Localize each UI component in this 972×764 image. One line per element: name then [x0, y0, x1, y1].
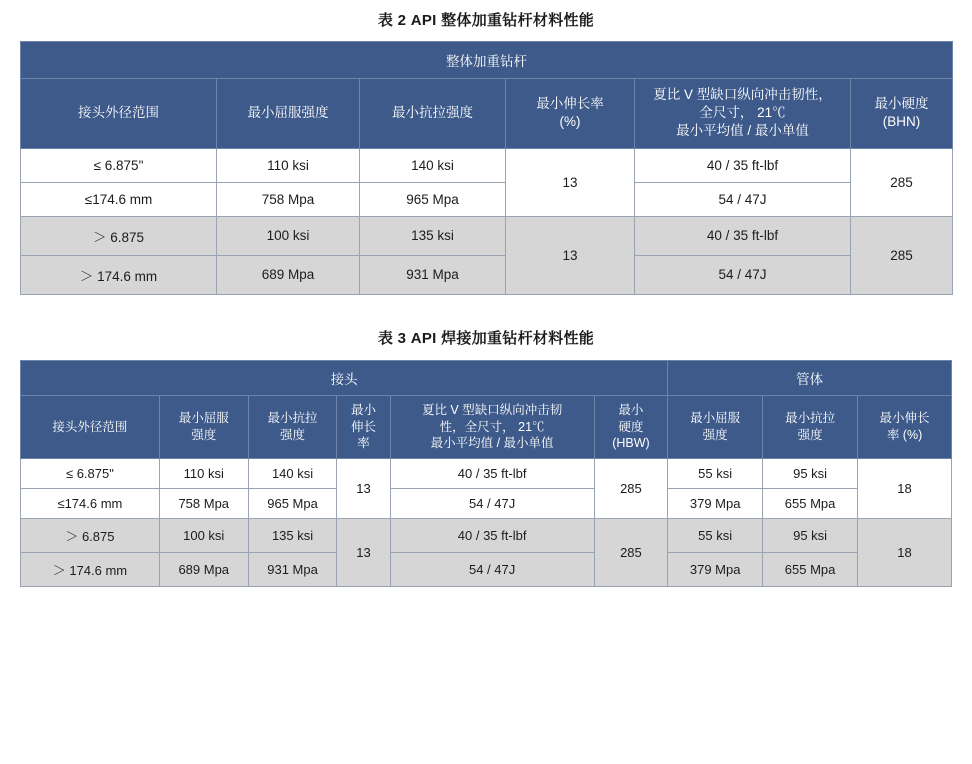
cell-hardness: 285: [594, 519, 668, 587]
header-line: 最小伸长率: [536, 96, 604, 112]
cell-yield: 689 Mpa: [217, 255, 360, 294]
table2-header-row: [21, 79, 953, 149]
header-line: 硬度: [618, 419, 644, 434]
table3-group-header-row: [21, 360, 952, 395]
table3: [20, 360, 952, 588]
cell-elongation: 13: [337, 459, 390, 519]
header-line: 强度: [702, 427, 728, 442]
cell-tensile: 135 ksi: [360, 216, 506, 255]
table2-col-tensile: [360, 79, 506, 149]
header-line: 最小抗拉: [267, 411, 318, 426]
header-line: 最小: [350, 402, 376, 417]
header-line: (HBW): [612, 436, 650, 451]
cell-charpy: 54 / 47J: [635, 182, 851, 216]
cell-od: ≤ 6.875": [21, 148, 217, 182]
table3-col-od: [21, 395, 160, 459]
cell-yield: 100 ksi: [217, 216, 360, 255]
table2-group-header-row: [21, 42, 953, 79]
header-line: 最小硬度: [874, 96, 929, 112]
cell-pipe-yield: 379 Mpa: [668, 489, 763, 519]
header-line: 全尺寸， 21℃: [699, 105, 786, 121]
header-line: 接头外径范围: [78, 105, 159, 121]
cell-charpy: 40 / 35 ft-lbf: [635, 216, 851, 255]
table2-title: 表 2 API 整体加重钻杆材料性能: [377, 12, 595, 29]
table2-group-header: 整体加重钻杆: [21, 42, 953, 79]
cell-pipe-tensile: 655 Mpa: [763, 489, 858, 519]
header-line: 最小抗拉: [785, 411, 836, 426]
cell-pipe-tensile: 95 ksi: [763, 519, 858, 553]
cell-od: ≤ 6.875": [21, 459, 160, 489]
table-row: [21, 182, 953, 216]
cell-charpy: 54 / 47J: [390, 489, 594, 519]
table-row: [21, 489, 952, 519]
cell-yield: 100 ksi: [159, 519, 248, 553]
header-line: 性，全尺寸， 21℃: [439, 419, 545, 434]
cell-charpy: 54 / 47J: [635, 255, 851, 294]
table2: [20, 41, 953, 295]
cell-yield: 689 Mpa: [159, 553, 248, 587]
cell-pipe-elongation: 18: [858, 519, 952, 587]
cell-od: ≤174.6 mm: [21, 489, 160, 519]
cell-od: ≤174.6 mm: [21, 182, 217, 216]
header-line: 强度: [280, 427, 306, 442]
cell-charpy: 40 / 35 ft-lbf: [635, 148, 851, 182]
cell-elongation: 13: [506, 216, 635, 294]
cell-tensile: 135 ksi: [248, 519, 337, 553]
header-line: 伸长: [350, 419, 376, 434]
table-row: [21, 459, 952, 489]
table2-col-elongation: [506, 79, 635, 149]
header-line: 强度: [797, 427, 823, 442]
table3-col-hardness: [594, 395, 668, 459]
cell-od: ＞ 6.875: [21, 519, 160, 553]
cell-charpy: 40 / 35 ft-lbf: [390, 519, 594, 553]
header-line: 最小抗拉强度: [392, 105, 473, 121]
cell-yield: 758 Mpa: [159, 489, 248, 519]
cell-yield: 758 Mpa: [217, 182, 360, 216]
cell-tensile: 931 Mpa: [360, 255, 506, 294]
table2-col-od: [21, 79, 217, 149]
cell-hardness: 285: [594, 459, 668, 519]
table-row: [21, 519, 952, 553]
header-line: 最小: [618, 402, 644, 417]
cell-yield: 110 ksi: [159, 459, 248, 489]
header-line: 最小屈服: [690, 411, 741, 426]
header-line: 接头外径范围: [52, 419, 128, 434]
header-line: (%): [559, 114, 581, 130]
table3-col-tensile: [248, 395, 337, 459]
header-line: 夏比 V 型缺口纵向冲击韧: [421, 402, 563, 417]
cell-hardness: 285: [851, 216, 953, 294]
cell-elongation: 13: [506, 148, 635, 216]
header-line: 最小伸长: [879, 411, 930, 426]
header-line: 最小屈服: [178, 411, 229, 426]
cell-tensile: 140 ksi: [360, 148, 506, 182]
header-line: 最小平均值 / 最小单值: [430, 436, 554, 451]
header-line: 夏比 V 型缺口纵向冲击韧性，: [653, 87, 832, 102]
cell-tensile: 965 Mpa: [360, 182, 506, 216]
cell-elongation: 13: [337, 519, 390, 587]
table-row: [21, 255, 953, 294]
cell-pipe-tensile: 655 Mpa: [763, 553, 858, 587]
cell-pipe-yield: 55 ksi: [668, 459, 763, 489]
cell-pipe-yield: 379 Mpa: [668, 553, 763, 587]
cell-pipe-elongation: 18: [858, 459, 952, 519]
table3-col-pipe-elongation: [858, 395, 952, 459]
header-line: 最小平均值 / 最小单值: [676, 123, 809, 139]
cell-charpy: 40 / 35 ft-lbf: [390, 459, 594, 489]
table3-col-elongation: [337, 395, 390, 459]
cell-od: ＞ 174.6 mm: [21, 553, 160, 587]
table3-header-row: [21, 395, 952, 459]
table3-col-pipe-tensile: [763, 395, 858, 459]
cell-charpy: 54 / 47J: [390, 553, 594, 587]
table2-col-yield: [217, 79, 360, 149]
header-line: 最小屈服强度: [247, 105, 329, 121]
cell-tensile: 140 ksi: [248, 459, 337, 489]
cell-yield: 110 ksi: [217, 148, 360, 182]
table2-col-charpy: [635, 79, 851, 149]
header-line: 率: [357, 436, 370, 451]
cell-tensile: 965 Mpa: [248, 489, 337, 519]
table-row: [21, 553, 952, 587]
cell-hardness: 285: [851, 148, 953, 216]
table-row: [21, 148, 953, 182]
table3-group-header-pipe: 管体: [668, 360, 952, 395]
table2-col-hardness: [851, 79, 953, 149]
table3-col-charpy: [390, 395, 594, 459]
table3-col-pipe-yield: [668, 395, 763, 459]
table3-title: 表 3 API 焊接加重钻杆材料性能: [377, 329, 595, 347]
cell-od: ＞ 174.6 mm: [21, 255, 217, 294]
cell-pipe-yield: 55 ksi: [668, 519, 763, 553]
cell-pipe-tensile: 95 ksi: [763, 459, 858, 489]
table3-col-yield: [159, 395, 248, 459]
header-line: 强度: [191, 427, 217, 442]
header-line: (BHN): [882, 114, 921, 130]
cell-od: ＞ 6.875: [21, 216, 217, 255]
header-line: 率 (%): [886, 427, 923, 442]
table3-group-header-joint: 接头: [21, 360, 668, 395]
cell-tensile: 931 Mpa: [248, 553, 337, 587]
table-row: [21, 216, 953, 255]
